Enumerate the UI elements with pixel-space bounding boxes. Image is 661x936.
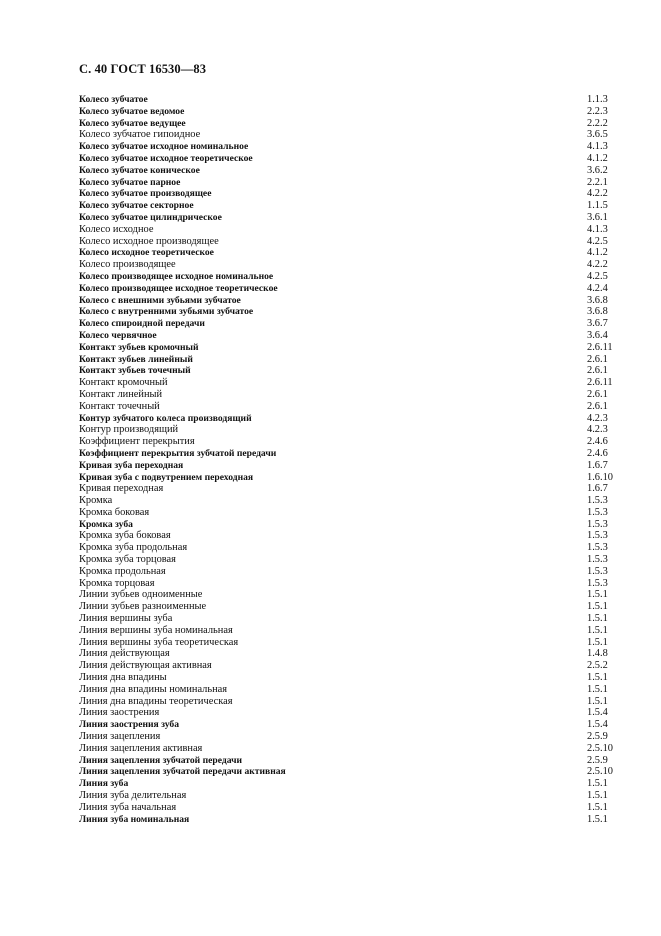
index-entry: [79, 542, 623, 554]
index-entry: [79, 177, 623, 189]
index-reference: 4.1.2: [587, 247, 608, 259]
index-term: Колесо производящее: [79, 259, 176, 271]
index-term: Кромка боковая: [79, 506, 150, 518]
index-reference: 2.5.9: [587, 754, 608, 766]
index-reference: 2.6.1: [587, 365, 608, 377]
index-entry: [79, 200, 623, 212]
index-term: Контакт кромочный: [79, 377, 168, 389]
index-reference: 1.5.3: [587, 530, 608, 542]
index-term: Коэффициент перекрытия зубчатой передачи: [79, 447, 277, 459]
index-entry: [79, 118, 623, 130]
index-term: Кромка: [79, 495, 113, 507]
index-term: Колесо исходное: [79, 223, 154, 235]
index-reference: 4.2.3: [587, 412, 608, 424]
index-entry: [79, 530, 623, 542]
index-term: Колесо зубчатое производящее: [79, 188, 212, 200]
index-reference: 2.5.10: [587, 742, 613, 754]
index-reference: 2.6.1: [587, 400, 608, 412]
index-entry: [79, 660, 623, 672]
index-term: Контакт зубьев точечный: [79, 365, 191, 377]
index-entry: [79, 707, 623, 719]
index-reference: 1.5.3: [587, 542, 608, 554]
index-entry: [79, 566, 623, 578]
index-term: Линия зуба делительная: [79, 790, 187, 802]
index-reference: 2.4.6: [587, 447, 608, 459]
index-reference: 2.6.1: [587, 388, 608, 400]
index-term: Линия дна впадины теоретическая: [79, 695, 233, 707]
index-entry: [79, 318, 623, 330]
index-term: Линии зубьев одноименные: [79, 589, 203, 601]
index-term: Линия вершины зуба номинальная: [79, 624, 233, 636]
index-term: Колесо зубчатое ведущее: [79, 117, 186, 129]
index-entry: [79, 601, 623, 613]
index-term: Кромка зуба боковая: [79, 530, 171, 542]
index-term: Колесо зубчатое цилиндрическое: [79, 211, 222, 223]
index-term: Колесо с внешними зубьями зубчатое: [79, 294, 241, 306]
index-entry: [79, 365, 623, 377]
index-entry: [79, 507, 623, 519]
index-reference: 1.5.1: [587, 790, 608, 802]
index-term: Колесо зубчатое исходное номинальное: [79, 141, 249, 153]
index-entry: [79, 401, 623, 413]
index-term: Контур производящий: [79, 424, 179, 436]
index-reference: 1.5.1: [587, 813, 608, 825]
index-entry: [79, 578, 623, 590]
index-term: Кромка зуба торцовая: [79, 554, 176, 566]
index-entry: [79, 424, 623, 436]
index-term: Линия вершины зуба теоретическая: [79, 636, 239, 648]
index-reference: 1.5.3: [587, 495, 608, 507]
index-entry: [79, 330, 623, 342]
index-reference: 4.2.2: [587, 188, 608, 200]
index-term: Колесо производящее исходное номинальное: [79, 270, 274, 282]
index-entry: [79, 802, 623, 814]
index-term: Контур зубчатого колеса производящий: [79, 412, 252, 424]
index-reference: 1.5.3: [587, 577, 608, 589]
index-reference: 2.5.10: [587, 766, 613, 778]
index-entry: [79, 648, 623, 660]
index-term: Кривая зуба переходная: [79, 459, 184, 471]
index-reference: 1.5.3: [587, 506, 608, 518]
index-term: Линия зацепления активная: [79, 742, 203, 754]
index-term: Колесо зубчатое коническое: [79, 164, 200, 176]
index-reference: 2.2.3: [587, 105, 608, 117]
index-entry: [79, 625, 623, 637]
index-reference: 4.2.2: [587, 259, 608, 271]
index-term: Линия зуба начальная: [79, 801, 177, 813]
index-term: Колесо производящее исходное теоретическое: [79, 282, 278, 294]
index-term: Контакт зубьев кромочный: [79, 341, 199, 353]
index-reference: 4.2.3: [587, 424, 608, 436]
index-entry: [79, 448, 623, 460]
index-entry: [79, 129, 623, 141]
index-reference: 1.5.1: [587, 589, 608, 601]
index-entry: [79, 519, 623, 531]
index-entry: [79, 719, 623, 731]
index-term: Колесо зубчатое гипоидное: [79, 129, 201, 141]
index-reference: 1.5.1: [587, 778, 608, 790]
index-term: Колесо червячное: [79, 329, 157, 341]
index-term: Кривая зуба с подвутрением переходная: [79, 471, 254, 483]
index-entry: [79, 766, 623, 778]
index-reference: 4.1.2: [587, 152, 608, 164]
index-entry: [79, 483, 623, 495]
index-reference: 1.5.4: [587, 719, 608, 731]
index-term: Колесо зубчатое исходное теоретическое: [79, 152, 253, 164]
index-term: Линия дна впадины: [79, 672, 167, 684]
term-index-list: [79, 94, 623, 825]
index-term: Контакт линейный: [79, 388, 163, 400]
index-term: Колесо зубчатое: [79, 94, 148, 105]
index-reference: 4.1.3: [587, 223, 608, 235]
index-term: Контакт зубьев линейный: [79, 353, 193, 365]
index-entry: [79, 495, 623, 507]
index-reference: 1.1.3: [587, 94, 608, 105]
index-reference: 2.2.1: [587, 176, 608, 188]
index-term: Кромка зуба: [79, 518, 133, 530]
index-entry: [79, 295, 623, 307]
index-reference: 2.6.1: [587, 353, 608, 365]
index-entry: [79, 460, 623, 472]
index-reference: 1.6.7: [587, 459, 608, 471]
index-entry: [79, 814, 623, 826]
index-entry: [79, 436, 623, 448]
index-term: Колесо зубчатое секторное: [79, 200, 194, 212]
index-reference: 3.6.8: [587, 306, 608, 318]
index-term: Линия действующая активная: [79, 660, 212, 672]
index-entry: [79, 306, 623, 318]
index-term: Контакт точечный: [79, 400, 160, 412]
index-entry: [79, 696, 623, 708]
index-reference: 2.6.11: [587, 377, 613, 389]
index-entry: [79, 236, 623, 248]
index-entry: [79, 354, 623, 366]
index-entry: [79, 212, 623, 224]
index-reference: 1.5.3: [587, 554, 608, 566]
index-entry: [79, 613, 623, 625]
index-entry: [79, 743, 623, 755]
index-entry: [79, 778, 623, 790]
index-term: Линия заострения: [79, 707, 160, 719]
index-term: Линия зацепления зубчатой передачи: [79, 754, 243, 766]
index-reference: 3.6.5: [587, 129, 608, 141]
index-entry: [79, 637, 623, 649]
index-reference: 3.6.2: [587, 164, 608, 176]
index-entry: [79, 94, 623, 106]
index-reference: 1.5.1: [587, 624, 608, 636]
index-term: Линия зуба: [79, 778, 129, 790]
index-reference: 1.5.4: [587, 707, 608, 719]
index-term: Кромка зуба продольная: [79, 542, 188, 554]
index-reference: 1.5.1: [587, 613, 608, 625]
page-header: С. 40 ГОСТ 16530—83: [79, 62, 207, 76]
index-reference: 4.1.3: [587, 141, 608, 153]
index-entry: [79, 377, 623, 389]
index-term: Линии зубьев разноименные: [79, 601, 207, 613]
index-reference: 1.5.1: [587, 801, 608, 813]
index-reference: 3.6.4: [587, 329, 608, 341]
index-term: Коэффициент перекрытия: [79, 436, 195, 448]
index-reference: 1.5.1: [587, 601, 608, 613]
index-entry: [79, 790, 623, 802]
index-reference: 1.5.3: [587, 565, 608, 577]
index-entry: [79, 672, 623, 684]
index-entry: [79, 684, 623, 696]
index-entry: [79, 283, 623, 295]
index-term: Кривая переходная: [79, 483, 164, 495]
index-entry: [79, 755, 623, 767]
index-entry: [79, 259, 623, 271]
index-entry: [79, 271, 623, 283]
index-term: Линия зуба номинальная: [79, 813, 190, 825]
index-entry: [79, 106, 623, 118]
index-reference: 2.5.9: [587, 731, 608, 743]
index-entry: [79, 389, 623, 401]
index-entry: [79, 247, 623, 259]
index-entry: [79, 224, 623, 236]
index-term: Кромка торцовая: [79, 577, 155, 589]
index-entry: [79, 589, 623, 601]
index-term: Колесо зубчатое парное: [79, 176, 181, 188]
index-entry: [79, 554, 623, 566]
index-reference: 4.2.5: [587, 235, 608, 247]
index-reference: 3.6.7: [587, 318, 608, 330]
index-reference: 4.2.4: [587, 282, 608, 294]
index-term: Линия вершины зуба: [79, 613, 173, 625]
index-reference: 1.6.10: [587, 471, 613, 483]
index-reference: 1.6.7: [587, 483, 608, 495]
index-reference: 3.6.1: [587, 211, 608, 223]
index-entry: [79, 188, 623, 200]
index-entry: [79, 153, 623, 165]
index-reference: 3.6.8: [587, 294, 608, 306]
index-entry: [79, 731, 623, 743]
index-term: Колесо исходное производящее: [79, 235, 219, 247]
index-entry: [79, 141, 623, 153]
index-entry: [79, 413, 623, 425]
index-term: Колесо зубчатое ведомое: [79, 105, 185, 117]
index-reference: 4.2.5: [587, 270, 608, 282]
index-entry: [79, 472, 623, 484]
index-term: Линия зацепления зубчатой передачи активная: [79, 766, 286, 778]
index-term: Кромка продольная: [79, 565, 166, 577]
index-reference: 1.5.3: [587, 518, 608, 530]
index-reference: 2.6.11: [587, 341, 613, 353]
index-reference: 1.1.5: [587, 200, 608, 212]
index-reference: 1.4.8: [587, 648, 608, 660]
index-term: Колесо с внутренними зубьями зубчатое: [79, 306, 254, 318]
index-term: Линия зацепления: [79, 731, 161, 743]
index-reference: 1.5.1: [587, 683, 608, 695]
index-reference: 2.2.2: [587, 117, 608, 129]
index-reference: 1.5.1: [587, 672, 608, 684]
index-reference: 1.5.1: [587, 695, 608, 707]
index-reference: 1.5.1: [587, 636, 608, 648]
index-reference: 2.4.6: [587, 436, 608, 448]
index-reference: 2.5.2: [587, 660, 608, 672]
index-term: Колесо спироидной передачи: [79, 318, 205, 330]
index-entry: [79, 165, 623, 177]
index-term: Линия действующая: [79, 648, 170, 660]
index-term: Линия дна впадины номинальная: [79, 683, 228, 695]
index-term: Линия заострения зуба: [79, 719, 180, 731]
index-entry: [79, 342, 623, 354]
index-term: Колесо исходное теоретическое: [79, 247, 214, 259]
